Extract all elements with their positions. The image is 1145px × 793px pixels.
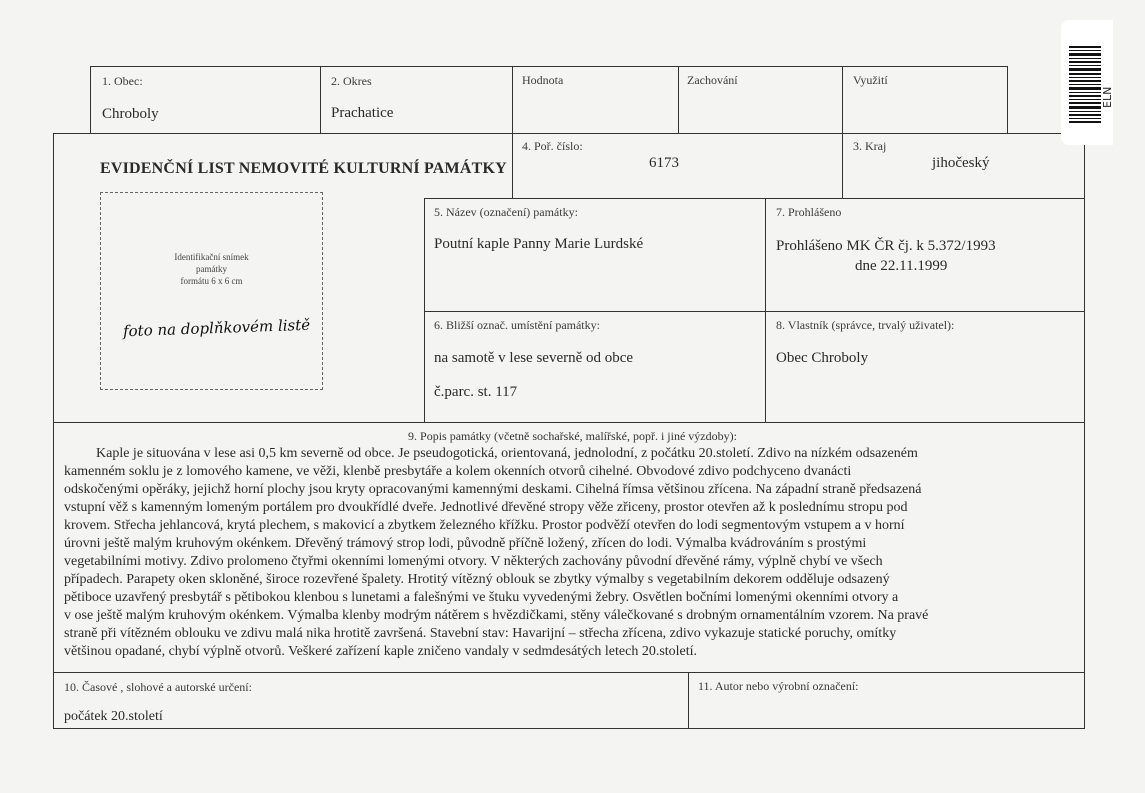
zachovani-label: Zachování [687, 73, 738, 87]
field-6-value-line2: č.parc. st. 117 [434, 384, 518, 400]
field-9-description [64, 445, 1074, 661]
description-line: straně při vítězném oblouku ve zdivu malá nika hrotitě završená. Stavební stav: Havarijní – střecha zřícena, zdivo vykazuje statické poruchy, omítky [64, 626, 897, 641]
barcode-tab [1061, 20, 1113, 145]
field-7-label: 7. Prohlášeno [776, 205, 842, 219]
hodnota-label: Hodnota [522, 73, 564, 87]
field-4-value: 6173 [649, 155, 679, 171]
field-10-label: 10. Časové , slohové a autorské určení: [64, 680, 252, 694]
field-2-value: Prachatice [331, 105, 394, 121]
field-7-value-line1: Prohlášeno MK ČR čj. k 5.372/1993 [776, 238, 996, 254]
photo-caption-line3: formátu 6 x 6 cm [180, 276, 243, 286]
photo-caption [101, 251, 322, 287]
field-9-label: 9. Popis památky (včetně sochařské, malířské, popř. i jiné výzdoby): [408, 429, 737, 443]
field-3-value: jihočeský [932, 155, 990, 171]
field-1-value: Chroboly [102, 106, 159, 122]
handwritten-note: foto na doplňkovém listě [122, 315, 311, 341]
field-6-value-line1: na samotě v lese severně od obce [434, 350, 634, 366]
field-10-value: počátek 20.století [64, 709, 163, 724]
field-8-value: Obec Chroboly [776, 350, 869, 366]
field-8-label: 8. Vlastník (správce, trvalý uživatel): [776, 318, 955, 332]
description-line: úrovni ještě malým kruhovým okénkem. Dřevěný trámový strop lodi, původně příčně ložený, zřícen do lodi. Výmalba kvádrováním s prostými [64, 536, 867, 551]
description-line: vstupní věž s kamenným lomeným portálem pro dvoukřídlé dveře. Jednotlivé dřevěné stropy věže zřiceny, prostor otevřen až k poslednímu stropu pod [64, 500, 908, 515]
vyuziti-label: Využití [853, 73, 888, 87]
description-line: krovem. Střecha jehlancová, krytá plechem, s makovicí a zbytkem železného křížku. Prostor podvěží otevřen do lodi segmentovým vstupem a v horní [64, 518, 905, 533]
photo-caption-line2: památky [196, 264, 227, 274]
description-line: v ose ještě malým kruhovým okénkem. Výmalba klenby modrým nátěrem s hvězdičkami, stěny válečkované s drobným ornamentálním vzorem. Na pravé [64, 608, 929, 623]
description-line: odskočenými opěráky, jejichž horní plochy jsou kryty opracovanými kamennými deskami. Cihelná římsa většinou zřícena. Na západní straně předsazená [64, 482, 922, 497]
description-line: kamenném soklu je z lomového kamene, ve věži, klenbě presbytáře a kolem okenních otvorů cihelné. Obvodové zdivo podchyceno dvanácti [64, 464, 852, 479]
document-title: EVIDENČNÍ LIST NEMOVITÉ KULTURNÍ PAMÁTKY [100, 160, 507, 177]
field-11-label: 11. Autor nebo výrobní označení: [698, 679, 859, 693]
field-1-label: 1. Obec: [102, 74, 143, 88]
description-line: případech. Parapety oken skloněné, široce rozevřené špalety. Hrotitý vítězný oblouk se zbytky výmalby s vegetabilním dekorem odděluje odsazený [64, 572, 890, 587]
field-3-label: 3. Kraj [853, 139, 887, 153]
photo-caption-line1: Identifikační snímek [174, 252, 249, 262]
barcode-icon [1069, 46, 1101, 132]
field-7-value-line2: dne 22.11.1999 [855, 258, 948, 274]
field-2-label: 2. Okres [331, 74, 372, 88]
field-4-label: 4. Poř. číslo: [522, 139, 583, 153]
description-line: většinou opadané, chybí výplně otvorů. Veškeré zařízení kaple zničeno vandaly v sedmdesátých letech 20.století. [64, 644, 698, 659]
description-line: Kaple je situována v lese asi 0,5 km severně od obce. Je pseudogotická, orientovaná, jednolodní, z počátku 20.století. Zdivo na nízkém odsazeném [96, 446, 918, 461]
barcode-label: ELN [1101, 86, 1114, 108]
field-5-value: Poutní kaple Panny Marie Lurdské [434, 236, 644, 252]
description-line: pětiboce uzavřený presbytář s pětibokou klenbou s lunetami a falešnými ve štuku vyvedenými žebry. Osvětlen bočními lomenými okenními otvory a [64, 590, 899, 605]
photo-placeholder [100, 192, 323, 390]
description-line: vegetabilními motivy. Zdivo prolomeno čtyřmi okenními lomenými otvory. V některých zachovány původní dřevěné rámy, výplně chybí ve všech [64, 554, 883, 569]
field-5-label: 5. Název (označení) památky: [434, 205, 578, 219]
field-6-label: 6. Bližší označ. umístění památky: [434, 318, 600, 332]
